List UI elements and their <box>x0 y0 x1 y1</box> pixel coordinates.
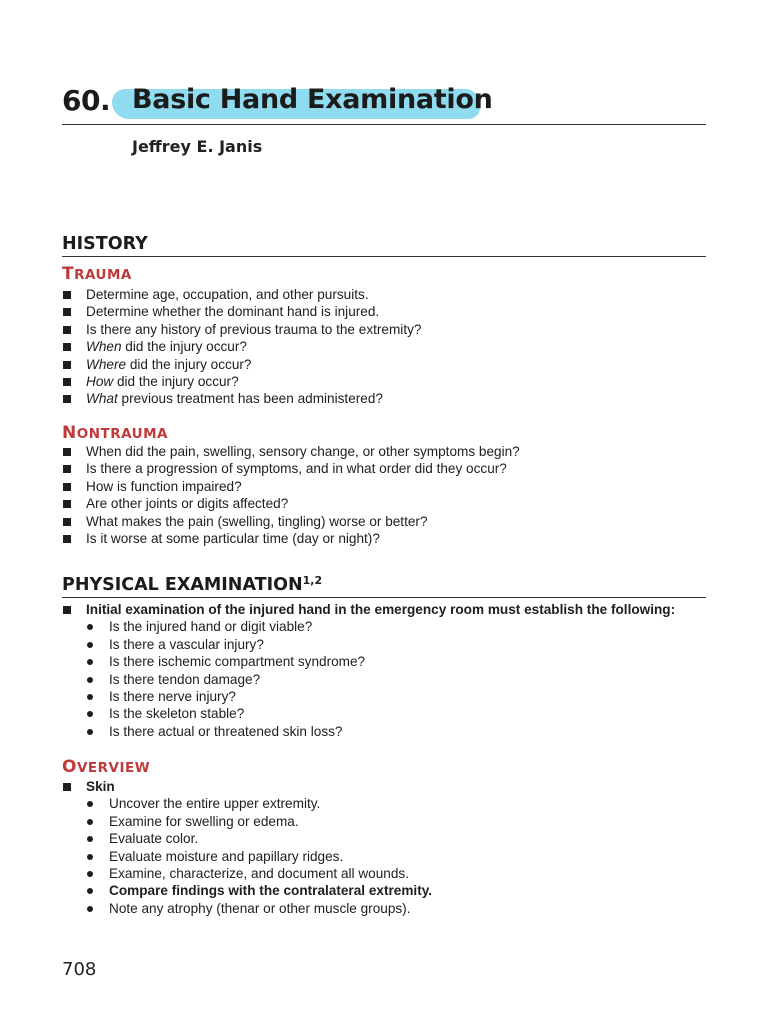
list-item: Where did the injury occur? <box>62 356 706 373</box>
list-item: How is function impaired? <box>62 478 706 495</box>
list-item: Is the skeleton stable? <box>62 705 706 722</box>
history-section <box>62 234 706 257</box>
list-item: Uncover the entire upper extremity. <box>62 795 706 812</box>
list-item: Is there a progression of symptoms, and in what order did they occur? <box>62 460 706 477</box>
overview-heading: OVERVIEW <box>62 757 151 777</box>
nontrauma-heading: NONTRAUMA <box>62 423 168 443</box>
chapter-header <box>62 84 706 124</box>
trauma-heading: TRAUMA <box>62 264 132 284</box>
trauma-list <box>62 286 706 408</box>
list-item: Examine for swelling or edema. <box>62 813 706 830</box>
list-item: Is the injured hand or digit viable? <box>62 618 706 635</box>
list-item-skin: Skin <box>62 778 706 795</box>
list-item: What makes the pain (swelling, tingling) worse or better? <box>62 513 706 530</box>
overview-subsection <box>62 757 706 917</box>
list-item: Is there any history of previous trauma to the extremity? <box>62 321 706 338</box>
list-item: Is it worse at some particular time (day or night)? <box>62 530 706 547</box>
chapter-title: Basic Hand Examination <box>132 84 493 115</box>
list-item: Determine whether the dominant hand is injured. <box>62 303 706 320</box>
physical-exam-heading: PHYSICAL EXAMINATION$^{1,2}$ <box>62 574 706 598</box>
list-item-lead: Initial examination of the injured hand in the emergency room must establish the following: <box>62 601 706 618</box>
list-item: Is there actual or threatened skin loss? <box>62 723 706 740</box>
history-heading: HISTORY <box>62 234 706 257</box>
list-item: Is there a vascular injury? <box>62 636 706 653</box>
list-item: Is there tendon damage? <box>62 671 706 688</box>
list-item: Evaluate color. <box>62 830 706 847</box>
list-item: How did the injury occur? <box>62 373 706 390</box>
list-item: Determine age, occupation, and other pursuits. <box>62 286 706 303</box>
nontrauma-subsection <box>62 423 706 547</box>
citation-superscript: 1,2 <box>302 574 323 587</box>
list-item: Is there nerve injury? <box>62 688 706 705</box>
list-item: What previous treatment has been administered? <box>62 390 706 407</box>
physical-exam-list <box>62 601 706 740</box>
trauma-subsection <box>62 264 706 408</box>
author-name: Jeffrey E. Janis <box>132 137 263 156</box>
title-divider <box>62 124 706 125</box>
list-item: Examine, characterize, and document all wounds. <box>62 865 706 882</box>
nontrauma-list <box>62 443 706 547</box>
physical-exam-section <box>62 574 706 740</box>
chapter-number: 60. <box>62 84 111 117</box>
list-item: Compare findings with the contralateral extremity. <box>62 882 706 899</box>
list-item: When did the injury occur? <box>62 338 706 355</box>
list-item: When did the pain, swelling, sensory change, or other symptoms begin? <box>62 443 706 460</box>
list-item: Is there ischemic compartment syndrome? <box>62 653 706 670</box>
overview-list <box>62 778 706 917</box>
list-item: Note any atrophy (thenar or other muscle groups). <box>62 900 706 917</box>
list-item: Are other joints or digits affected? <box>62 495 706 512</box>
page-number: 708 <box>62 959 97 980</box>
list-item: Evaluate moisture and papillary ridges. <box>62 848 706 865</box>
